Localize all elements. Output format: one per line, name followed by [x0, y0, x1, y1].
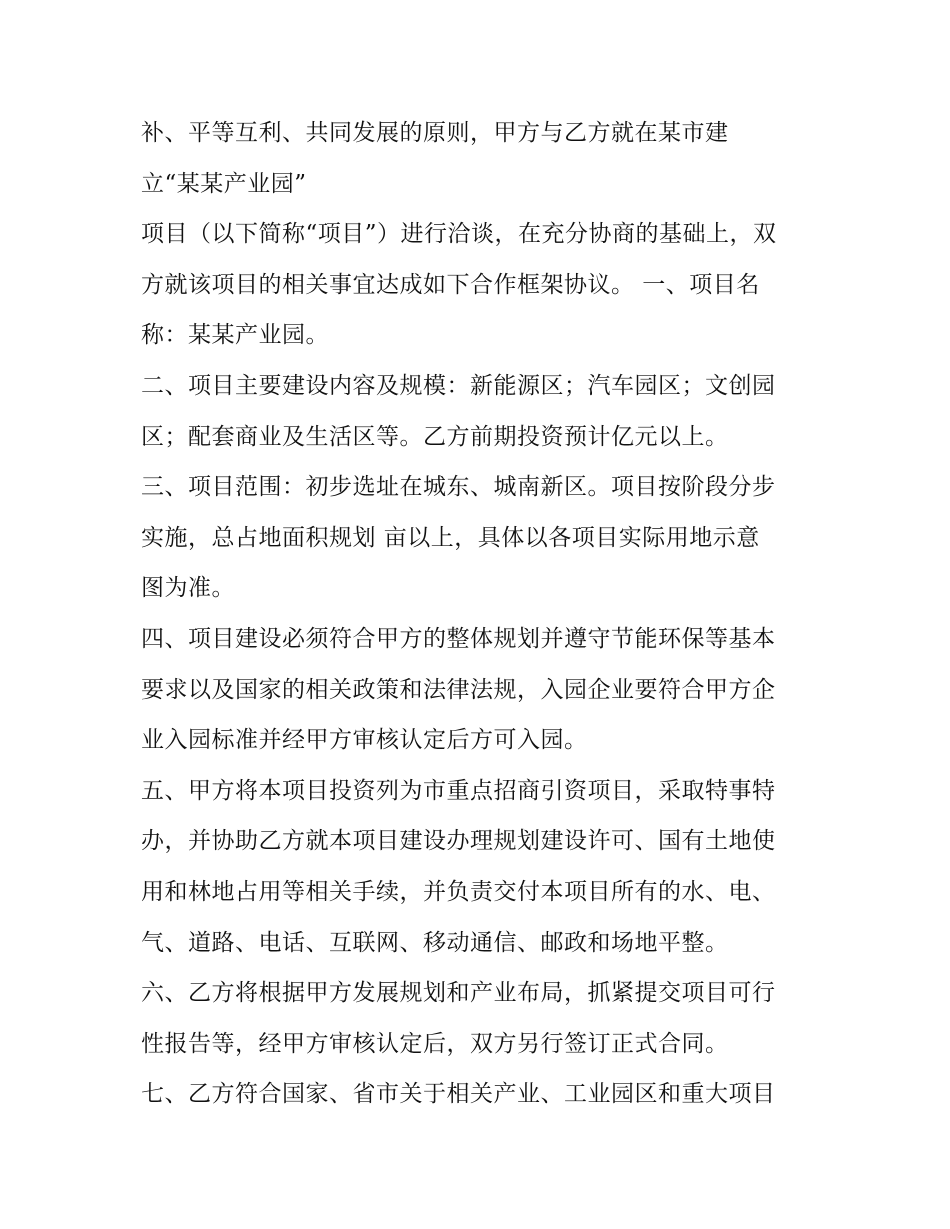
text-line-20: 七、乙方符合国家、省市关于相关产业、工业园区和重大项目	[141, 1081, 776, 1108]
text-line-6: 二、项目主要建设内容及规模：新能源区；汽车园区；文创园	[141, 372, 776, 399]
text-line-1: 补、平等互利、共同发展的原则，甲方与乙方就在某市建	[141, 120, 729, 146]
text-line-13: 业入园标准并经甲方审核认定后方可入园。	[141, 727, 588, 754]
text-line-5: 称：某某产业园。	[141, 322, 329, 349]
text-line-11: 四、项目建设必须符合甲方的整体规划并遵守节能环保等基本	[141, 625, 776, 652]
text-line-16: 用和林地占用等相关手续，并负责交付本项目所有的水、电、	[141, 878, 776, 905]
text-line-4: 方就该项目的相关事宜达成如下合作框架协议。 一、项目名	[141, 271, 760, 298]
text-line-9: 实施，总占地面积规划 亩以上，具体以各项目实际用地示意	[141, 524, 760, 551]
text-line-8: 三、项目范围：初步选址在城东、城南新区。项目按阶段分步	[141, 474, 776, 501]
text-line-7: 区；配套商业及生活区等。乙方前期投资预计亿元以上。	[141, 423, 729, 450]
text-line-19: 性报告等，经甲方审核认定后，双方另行签订正式合同。	[141, 1030, 729, 1057]
text-line-2: 立“某某产业园”	[141, 170, 307, 197]
text-line-14: 五、甲方将本项目投资列为市重点招商引资项目，采取特事特	[141, 777, 776, 804]
text-line-12: 要求以及国家的相关政策和法律法规，入园企业要符合甲方企	[141, 676, 776, 703]
text-line-17: 气、道路、电话、互联网、移动通信、邮政和场地平整。	[141, 929, 729, 956]
text-line-10: 图为准。	[141, 575, 235, 602]
text-line-15: 办，并协助乙方就本项目建设办理规划建设许可、国有土地使	[141, 828, 776, 855]
text-line-3: 项目（以下简称“项目”）进行洽谈，在充分协商的基础上，双	[141, 221, 777, 248]
document-body	[141, 108, 821, 1120]
text-line-18: 六、乙方将根据甲方发展规划和产业布局，抓紧提交项目可行	[141, 980, 776, 1007]
